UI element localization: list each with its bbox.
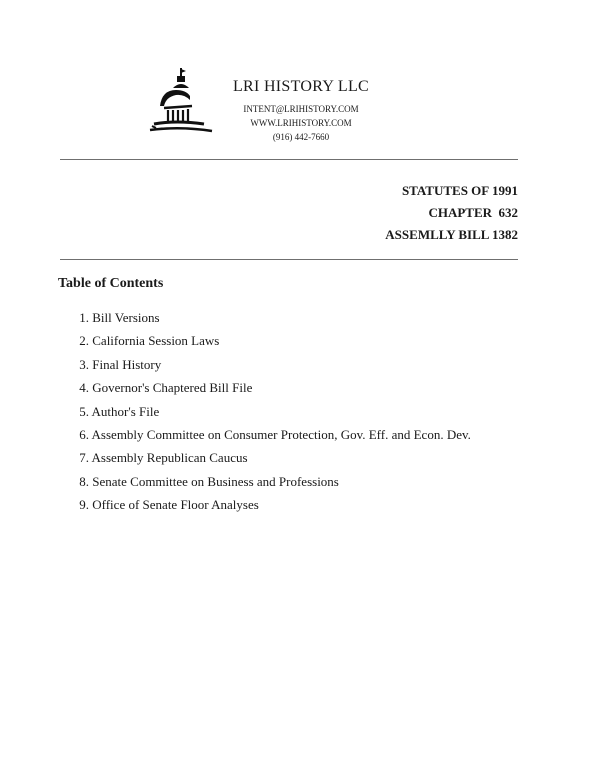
statute-year: STATUTES OF 1991 <box>401 183 518 198</box>
toc-item-label: California Session Laws <box>92 333 220 349</box>
toc-item <box>70 493 471 516</box>
statute-bill: ASSEMLLY BILL 1382 <box>385 227 518 242</box>
toc-item-label: Author's File <box>91 403 160 419</box>
toc-item <box>70 376 471 399</box>
statute-divider <box>60 259 518 260</box>
toc-item-label: Assembly Republican Caucus <box>91 450 248 466</box>
statute-block <box>385 180 518 246</box>
toc-item-number: 5. <box>79 403 89 419</box>
toc-item-number: 2. <box>79 333 89 349</box>
company-website: WWW.LRIHISTORY.COM <box>250 118 352 128</box>
statute-chapter: CHAPTER 632 <box>428 205 518 220</box>
toc-item-label: Assembly Committee on Consumer Protection, Gov. Eff. and Econ. Dev. <box>91 426 471 442</box>
company-info <box>226 78 376 144</box>
toc-item <box>70 446 471 469</box>
toc-item-label: Senate Committee on Business and Professions <box>92 473 339 489</box>
toc-title: Table of Contents <box>58 276 164 291</box>
toc-item <box>70 400 471 423</box>
company-email: INTENT@LRIHISTORY.COM <box>243 104 359 114</box>
toc-item <box>70 423 471 446</box>
toc-item-label: Bill Versions <box>92 310 160 325</box>
toc-list <box>70 306 471 517</box>
toc-item-number: 1. <box>79 310 89 325</box>
toc-item <box>70 306 471 329</box>
company-phone: (916) 442-7660 <box>272 132 330 142</box>
toc-item-label: Office of Senate Floor Analyses <box>92 497 259 513</box>
toc-item-label: Governor's Chaptered Bill File <box>92 380 253 396</box>
toc-item-number: 9. <box>79 497 89 513</box>
toc-item <box>70 470 471 493</box>
toc-item <box>70 353 471 376</box>
toc-item-label: Final History <box>92 356 162 372</box>
toc-item-number: 4. <box>79 380 89 396</box>
toc-item-number: 7. <box>79 450 89 466</box>
toc-item-number: 8. <box>79 473 89 489</box>
header-divider <box>60 159 518 160</box>
toc-item-number: 3. <box>79 356 89 372</box>
company-name: LRI HISTORY LLC <box>232 78 370 95</box>
toc-item-number: 6. <box>79 426 89 442</box>
capitol-dome-icon <box>146 66 214 138</box>
toc-item <box>70 329 471 352</box>
